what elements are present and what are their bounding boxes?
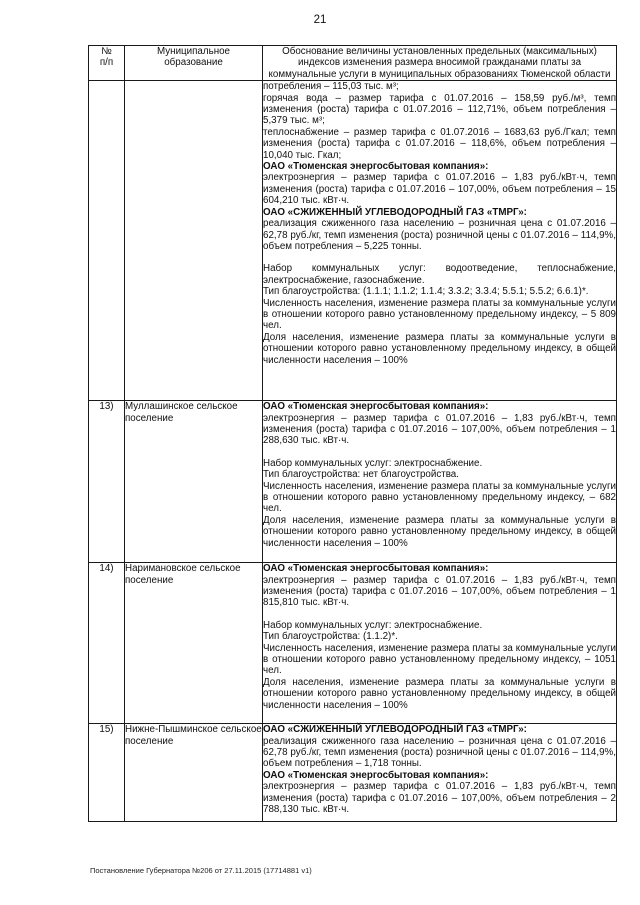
- population-line: Численность населения, изменение размера платы за коммунальные услуги в отношении которого равно установленному предельному индексу, – 682 чел.: [263, 480, 616, 515]
- row-municipality: Наримановское сельское поселение: [125, 563, 263, 724]
- table-row-continuation: [89, 81, 617, 401]
- population-line: Численность населения, изменение размера платы за коммунальные услуги в отношении которого равно установленному предельному индексу, – 1051 чел.: [263, 642, 616, 677]
- improvement-type-line: Тип благоустройства: нет благоустройства.: [263, 469, 459, 481]
- supplier-heading: ОАО «СЖИЖЕННЫЙ УГЛЕВОДОРОДНЫЙ ГАЗ «ТМРГ»:: [263, 206, 527, 218]
- electricity-line: электроэнергия – размер тарифа с 01.07.2016 – 1,83 руб./кВт·ч, темп изменения (роста) тарифа с 01.07.2016 – 107,00%, объем потребления – 15 604,210 тыс. кВт·ч.: [263, 172, 616, 207]
- gas-line: реализация сжиженного газа населению – розничная цена с 01.07.2016 – 62,78 руб./кг, темп изменения (роста) розничной цены с 01.07.2016 – 114,9%, объем потребления – 5,225 тонны.: [263, 218, 616, 252]
- population-share-line: Доля населения, изменение размера платы за коммунальные услуги в отношении которого равно установленному предельному индексу, в общей численности населения – 100%: [263, 676, 616, 711]
- page-number: 21: [313, 14, 327, 26]
- electricity-line: электроэнергия – размер тарифа с 01.07.2016 – 1,83 руб./кВт·ч, темп изменения (роста) тарифа с 01.07.2016 – 107,00%, объем потребления – 1 288,630 тыс. кВт·ч.: [263, 412, 616, 447]
- row-municipality-cell: [125, 81, 263, 401]
- hot-water-line: горячая вода – размер тарифа с 01.07.2016 – 158,59 руб./м³, темп изменения (роста) тарифа с 01.07.2016 – 112,71%, объем потребления – 5,379 тыс. м³;: [263, 92, 616, 127]
- row-num-cell: [89, 81, 125, 401]
- row-justification-cell: [263, 401, 617, 563]
- population-line: Численность населения, изменение размера платы за коммунальные услуги в отношении которого равно установленному предельному индексу, – 5 809 чел.: [263, 297, 616, 332]
- header-num: № п/п: [89, 46, 125, 81]
- table-row: [89, 401, 617, 563]
- row-justification-cell: [263, 724, 617, 822]
- services-set-line: Набор коммунальных услуг: водоотведение, теплоснабжение, электроснабжение, газоснабжение.: [263, 263, 616, 286]
- services-set-line: Набор коммунальных услуг: электроснабжение.: [263, 619, 483, 631]
- header-municipality: Муниципальное образование: [125, 46, 263, 81]
- heating-line: теплоснабжение – размер тарифа с 01.07.2016 – 1683,63 руб./Гкал; темп изменения (роста) тарифа с 01.07.2016 – 118,6%, объем потребления – 10,040 тыс. Гкал;: [263, 126, 616, 161]
- electricity-line: электроэнергия – размер тарифа с 01.07.2016 – 1,83 руб./кВт·ч, темп изменения (роста) тарифа с 01.07.2016 – 107,00%, объем потребления – 2 788,130 тыс. кВт·ч.: [263, 781, 616, 816]
- header-justification: Обоснование величины установленных предельных (максимальных) индексов изменения размера вносимой гражданами платы за коммунальные услуги в муниципальных образованиях Тюменской области: [263, 46, 617, 81]
- services-set-line: Набор коммунальных услуг: электроснабжение.: [263, 457, 483, 469]
- table-header-row: [89, 46, 617, 81]
- row-municipality: Нижне-Пышминское сельское поселение: [125, 724, 263, 822]
- supplier-heading: ОАО «Тюменская энергосбытовая компания»:: [263, 563, 489, 575]
- row-municipality: Муллашинское сельское поселение: [125, 401, 263, 563]
- gas-line: реализация сжиженного газа населению – розничная цена с 01.07.2016 – 62,78 руб./кг, темп изменения (роста) розничной цены с 01.07.2016 – 114,9%, объем потребления – 1,718 тонны.: [263, 735, 616, 770]
- consumption-line: потребления – 115,03 тыс. м³;: [263, 81, 399, 93]
- supplier-heading: ОАО «СЖИЖЕННЫЙ УГЛЕВОДОРОДНЫЙ ГАЗ «ТМРГ»:: [263, 724, 527, 736]
- row-number: 13): [89, 401, 125, 563]
- indices-table: [88, 45, 617, 822]
- row-justification-cell: [263, 563, 617, 724]
- improvement-type-line: Тип благоустройства: (1.1.2)*.: [263, 631, 398, 643]
- table-row: [89, 724, 617, 822]
- row-justification-cell: [263, 81, 617, 401]
- electricity-line: электроэнергия – размер тарифа с 01.07.2016 – 1,83 руб./кВт·ч, темп изменения (роста) тарифа с 01.07.2016 – 107,00%, объем потребления – 1 815,810 тыс. кВт·ч.: [263, 574, 616, 609]
- row-number: 14): [89, 563, 125, 724]
- population-share-line: Доля населения, изменение размера платы за коммунальные услуги в отношении которого равно установленному предельному индексу, в общей численности населения – 100%: [263, 514, 616, 549]
- row-number: 15): [89, 724, 125, 822]
- supplier-heading: ОАО «Тюменская энергосбытовая компания»:: [263, 769, 489, 781]
- improvement-type-line: Тип благоустройства: (1.1.1; 1.1.2; 1.1.4; 3.3.2; 3.3.4; 5.5.1; 5.5.2; 6.6.1)*.: [263, 286, 589, 298]
- population-share-line: Доля населения, изменение размера платы за коммунальные услуги в отношении которого равно установленному предельному индексу, в общей численности населения – 100%: [263, 331, 616, 366]
- supplier-heading: ОАО «Тюменская энергосбытовая компания»:: [263, 161, 489, 173]
- document-footer: Постановление Губернатора №206 от 27.11.2015 (17714881 v1): [90, 866, 312, 875]
- supplier-heading: ОАО «Тюменская энергосбытовая компания»:: [263, 401, 489, 413]
- table-row: [89, 563, 617, 724]
